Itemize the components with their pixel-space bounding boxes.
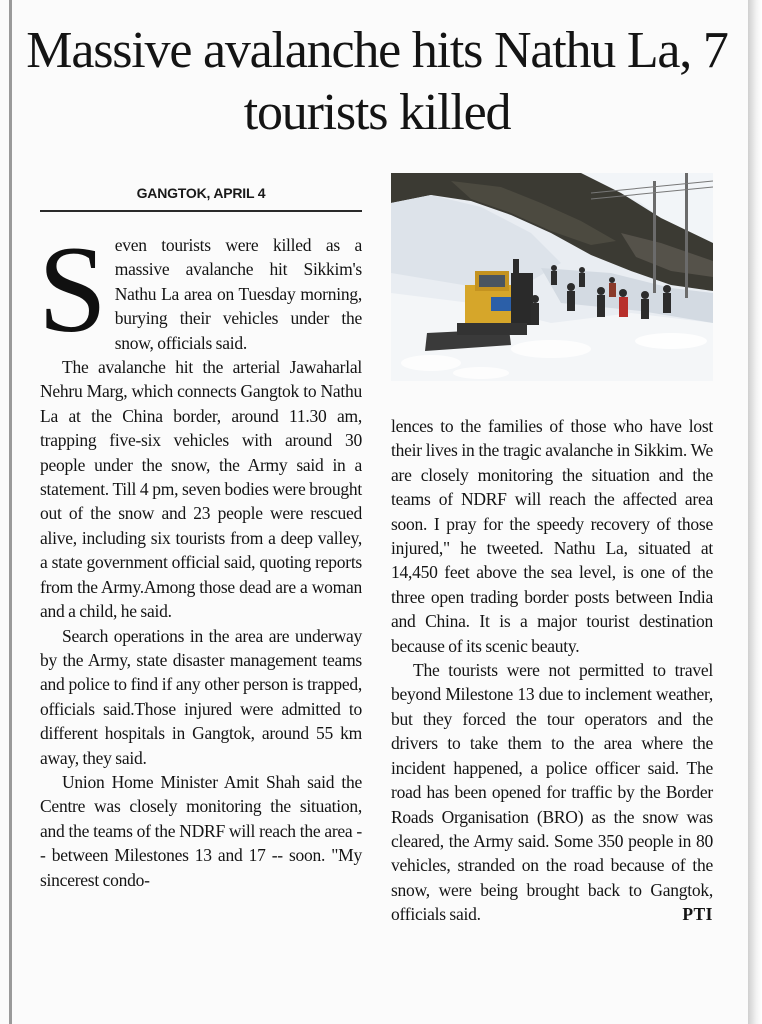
page-edge-shadow	[748, 0, 762, 1024]
lead-paragraph	[38, 221, 362, 358]
headline: Massive avalanche hits Nathu La, 7 tourists killed	[26, 22, 728, 141]
avalanche-rescue-photo	[391, 173, 713, 381]
article-column-left	[38, 221, 362, 892]
paragraph-4: Union Home Minister Amit Shah said the Centre was closely monitoring the situation, and the teams of the NDRF will reach the area -- between Milestones 13 and 17 -- soon. "My sincerest condo-	[40, 771, 362, 890]
drop-cap: S	[38, 221, 107, 358]
paragraph-4-continued: lences to the families of those who have lost their lives in the tragic avalanche in Sikkim. We are closely monitoring the situation and the teams of NDRF will reach the affected area soon. I pray for the speedy recovery of those injured," he tweeted. Nathu La, situated at 14,450 feet above the sea level, is one of the three open trading border posts between India and China. It is a major tourist destination because of its scenic beauty.	[391, 416, 713, 656]
news-photo	[391, 173, 713, 381]
article-column-right	[391, 414, 713, 927]
page-left-rule	[9, 0, 12, 1024]
paragraph-2: The avalanche hit the arterial Jawaharlal Nehru Marg, which connects Gangtok to Nathu La at the China border, around 11.30 am, trapping five-six vehicles with around 30 people under the snow, the Army said in a statement. Till 4 pm, seven bodies were brought out of the snow and 23 people were rescued alive, including six tourists from a deep valley, a state government official said, quoting reports from the Army.Among those dead are a woman and a child, he said.	[40, 357, 362, 622]
dateline-rule	[40, 210, 362, 212]
lead-text: even tourists were killed as a massive avalanche hit Sikkim's Nathu La area on Tuesday morning, burying their vehicles under the snow, officials said.	[114, 235, 362, 353]
paragraph-5	[391, 658, 713, 926]
agency-credit: PTI	[682, 904, 713, 925]
paragraph-3: Search operations in the area are underway by the Army, state disaster management teams and police to find if any other person is trapped, officials said.Those injured were admitted to different hospitals in Gangtok, around 55 km away, they said.	[40, 625, 362, 768]
paragraph-5-text: The tourists were not permitted to travel beyond Milestone 13 due to inclement weather, but they forced the tour operators and the drivers to take them to the area where the incident happened, a police officer said. The road has been opened for traffic by the Border Roads Organisation (BRO) as the snow was cleared, the Army said. Some 350 people in 80 vehicles, stranded on the road because of the snow, were being brought back to Gangtok, officials said.	[391, 660, 713, 925]
dateline: GANGTOK, APRIL 4	[136, 185, 266, 201]
